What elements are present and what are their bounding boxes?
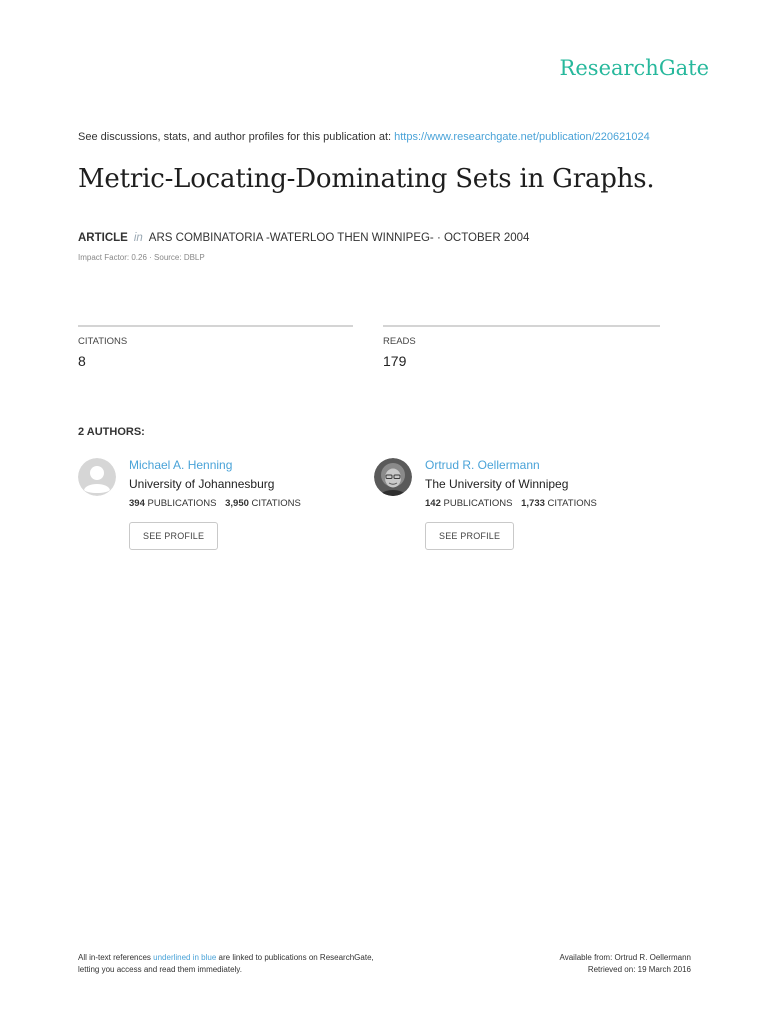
author-publications-count: 394 [129, 498, 145, 509]
default-avatar-icon[interactable] [78, 458, 116, 496]
discussion-line [78, 131, 650, 143]
footer-availability [560, 952, 691, 976]
in-label: in [133, 232, 143, 244]
author-citations-label: CITATIONS [547, 498, 597, 509]
publication-title: Metric-Locating-Dominating Sets in Graphs. [78, 164, 655, 194]
impact-factor: Impact Factor: 0.26 · Source: DBLP [78, 253, 205, 262]
publication-date: · OCTOBER 2004 [433, 232, 530, 244]
citations-label: CITATIONS [78, 336, 128, 347]
journal-name: ARS COMBINATORIA -WATERLOO THEN WINNIPEG- [148, 232, 434, 244]
publication-link[interactable]: https://www.researchgate.net/publication/220621024 [394, 131, 650, 143]
author-affiliation: The University of Winnipeg [425, 477, 569, 491]
author-publications-label: PUBLICATIONS [147, 498, 217, 509]
author-stats [425, 498, 665, 509]
see-profile-button[interactable]: SEE PROFILE [425, 522, 514, 550]
footer-text: are linked to publications on ResearchGate, [216, 953, 374, 962]
author-citations-label: CITATIONS [251, 498, 301, 509]
author-citations-count: 3,950 [225, 498, 249, 509]
citations-stat [78, 325, 353, 369]
footer-note [78, 952, 374, 976]
see-profile-button[interactable]: SEE PROFILE [129, 522, 218, 550]
author-publications-count: 142 [425, 498, 441, 509]
reads-stat [383, 325, 660, 369]
author-photo-icon[interactable] [374, 458, 412, 496]
footer-link-text: underlined in blue [153, 953, 217, 962]
author-stats [129, 498, 369, 509]
researchgate-logo[interactable]: ResearchGate [559, 56, 709, 80]
retrieved-on: Retrieved on: 19 March 2016 [587, 965, 691, 974]
author-name[interactable]: Ortrud R. Oellermann [425, 458, 540, 472]
citations-value: 8 [78, 353, 86, 369]
reads-label: READS [383, 336, 416, 347]
footer-text: letting you access and read them immediately. [78, 965, 242, 974]
publication-meta [78, 232, 529, 244]
available-from: Available from: Ortrud R. Oellermann [559, 953, 691, 962]
footer-text: All in-text references [78, 953, 154, 962]
author-affiliation: University of Johannesburg [129, 477, 275, 491]
author-citations-count: 1,733 [521, 498, 545, 509]
author-publications-label: PUBLICATIONS [443, 498, 513, 509]
reads-value: 179 [383, 353, 407, 369]
author-name[interactable]: Michael A. Henning [129, 458, 233, 472]
authors-heading: 2 AUTHORS: [78, 426, 145, 438]
discussion-text: See discussions, stats, and author profiles for this publication at: [78, 131, 395, 143]
publication-type: ARTICLE [78, 232, 128, 244]
